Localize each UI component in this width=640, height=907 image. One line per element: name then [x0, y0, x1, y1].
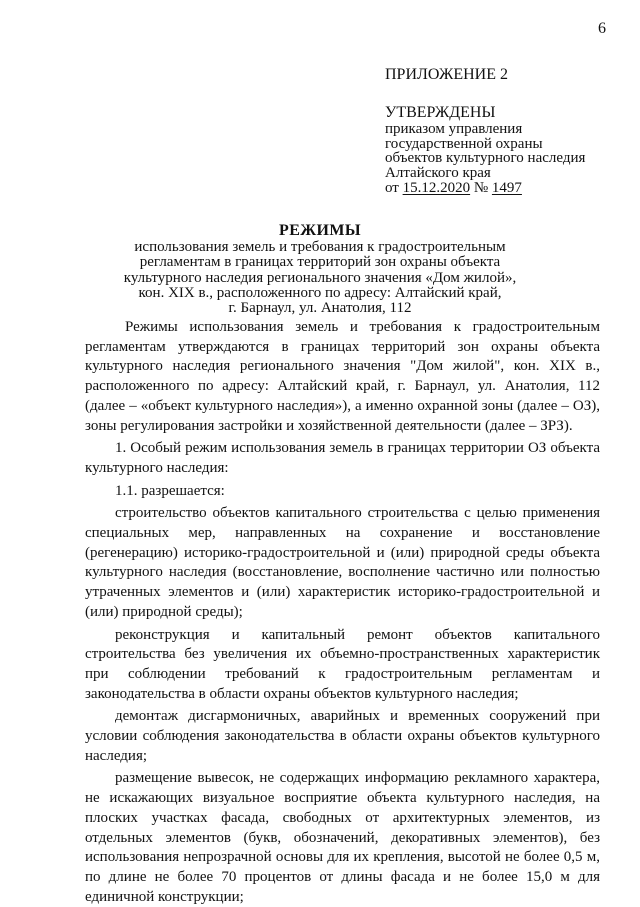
appendix-heading: ПРИЛОЖЕНИЕ 2: [385, 66, 509, 83]
list-item-construction: строительство объектов капитального строительства с целью применения специальных мер, направленных на сохранение и восстановление (регенерацию) историко-градостроительной и (или) природной среды объекта культурного наследия (восстановление, восполнение частично или полностью утраченных элементов и (или) характеристик историко-градостроительной и (или) природной среды);: [85, 505, 600, 620]
subtitle-line: использования земель и требования к градостроительным: [134, 239, 506, 255]
document-body: [85, 318, 600, 907]
approval-block: [385, 104, 585, 196]
document-title: РЕЖИМЫ: [279, 222, 361, 239]
order-prefix: от: [385, 180, 399, 197]
list-item-demolition: демонтаж дисгармоничных, аварийных и временных сооружений при условии соблюдения законодательства в области охраны объектов культурного наследия;: [85, 708, 600, 764]
approval-line: приказом управления: [385, 121, 523, 137]
intro-paragraph: Режимы использования земель и требования к градостроительным регламентам утверждаются в границах территорий зон охраны объекта культурного наследия регионального значения "Дом жилой", кон. XIX в., расположенного по адресу: Алтайский край, г. Барнаул, ул. Анатолия, 112 (далее – «объект культурного наследия»), а именно охранной зоны (далее – ОЗ), зоны регулирования застройки и хозяйственной деятельности (далее – ЗРЗ).: [85, 319, 600, 434]
document-subtitle: [86, 240, 554, 316]
page-number: 6: [598, 20, 606, 37]
section-1-paragraph: 1. Особый режим использования земель в границах территории ОЗ объекта культурного наследия:: [85, 440, 600, 476]
approval-line: Алтайского края: [385, 164, 491, 181]
order-number-sign: №: [473, 180, 489, 197]
approved-heading: УТВЕРЖДЕНЫ: [385, 104, 496, 121]
subtitle-line: культурного наследия регионального значения «Дом жилой»,: [123, 269, 517, 286]
list-item-signs: размещение вывесок, не содержащих информацию рекламного характера, не искажающих визуальное восприятие объекта культурного наследия, на плоских участках фасада, свободных от архитектурных элементов, из отдельных элементов (букв, обозначений, декоративных элементов), без использования непрозрачной основы для их крепления, высотой не более 0,5 м, по длине не более 70 процентов от длины фасада и не более 15,0 м для единичной конструкции;: [85, 770, 600, 905]
list-item-reconstruction: реконструкция и капитальный ремонт объектов капитального строительства без увеличения их объемно-пространственных характеристик при соблюдении требований к градостроительным регламентам и законодательства в области охраны объектов культурного наследия;: [85, 626, 600, 702]
subtitle-line: г. Барнаул, ул. Анатолия, 112: [228, 300, 412, 317]
approval-line: объектов культурного наследия: [385, 150, 586, 167]
section-1-1-paragraph: 1.1. разрешается:: [115, 482, 225, 499]
subtitle-line: кон. XIX в., расположенного по адресу: Алтайский край,: [138, 284, 502, 301]
approval-line: государственной охраны: [385, 135, 543, 152]
order-line: [385, 181, 585, 196]
order-number: 1497: [491, 180, 522, 197]
order-date: 15.12.2020: [402, 180, 471, 197]
subtitle-line: регламентам в границах территорий зон охраны объекта: [139, 254, 501, 271]
